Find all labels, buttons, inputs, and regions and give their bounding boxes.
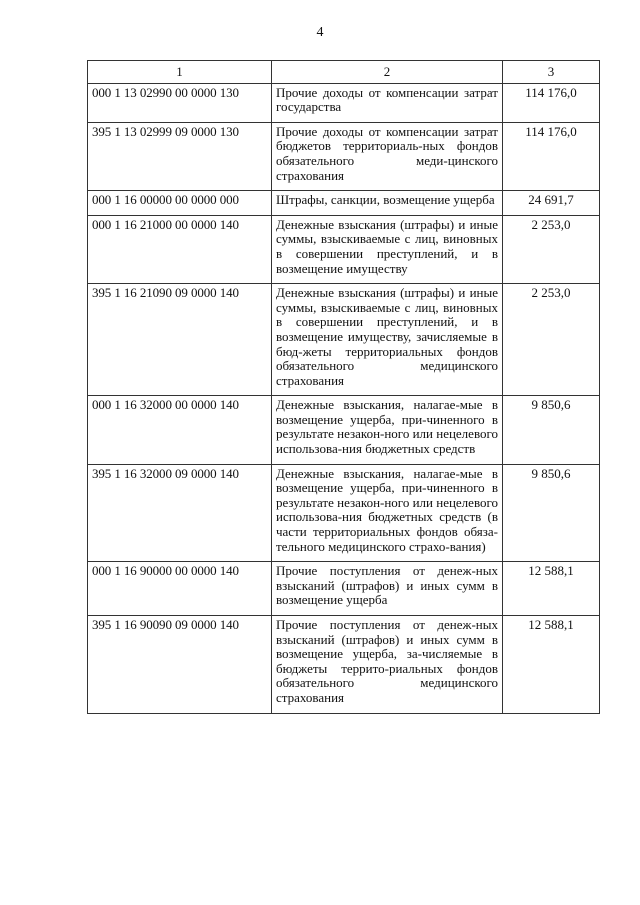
table-row [88,83,600,122]
amount-cell: 9 850,6 [503,396,600,464]
budget-code-cell: 395 1 13 02999 09 0000 130 [88,122,272,190]
budget-code-cell: 395 1 16 90090 09 0000 140 [88,616,272,714]
amount-cell: 114 176,0 [503,83,600,122]
description-cell: Денежные взыскания, налагае-мые в возмещение ущерба, при-чиненного в результате незакон-ного или нецелевого использова-ния бюджетных средств (в части территориальных фондов обяза-тельного медицинского страхо-вания) [272,464,503,562]
budget-code-cell: 000 1 16 90000 00 0000 140 [88,562,272,616]
description-cell: Прочие доходы от компенсации затрат бюджетов территориаль-ных фондов обязательного меди-цинского страхования [272,122,503,190]
description-cell: Прочие доходы от компенсации затрат государства [272,83,503,122]
column-header-amount: 3 [503,61,600,84]
budget-revenue-table [87,60,600,714]
amount-cell: 2 253,0 [503,284,600,396]
description-cell: Денежные взыскания, налагае-мые в возмещение ущерба, при-чиненного в результате незакон-ного или нецелевого использова-ния бюджетных средств [272,396,503,464]
column-header-description: 2 [272,61,503,84]
budget-code-cell: 000 1 13 02990 00 0000 130 [88,83,272,122]
amount-cell: 9 850,6 [503,464,600,562]
budget-code-cell: 000 1 16 00000 00 0000 000 [88,191,272,216]
table-row [88,396,600,464]
table-row [88,215,600,283]
description-cell: Штрафы, санкции, возмещение ущерба [272,191,503,216]
table-row [88,562,600,616]
budget-code-cell: 395 1 16 21090 09 0000 140 [88,284,272,396]
table-row [88,122,600,190]
table-row [88,191,600,216]
description-cell: Прочие поступления от денеж-ных взысканий (штрафов) и иных сумм в возмещение ущерба [272,562,503,616]
description-cell: Денежные взыскания (штрафы) и иные суммы, взыскиваемые с лиц, виновных в совершении преступлений, и в возмещение имуществу [272,215,503,283]
description-cell: Прочие поступления от денеж-ных взысканий (штрафов) и иных сумм в возмещение ущерба, за-числяемые в бюджеты террито-риальных фондов обязательного медицинского страхования [272,616,503,714]
amount-cell: 12 588,1 [503,562,600,616]
table-row [88,284,600,396]
page-number: 4 [316,25,324,40]
amount-cell: 24 691,7 [503,191,600,216]
table-row [88,464,600,562]
table-header-row [88,61,600,84]
description-cell: Денежные взыскания (штрафы) и иные суммы, взыскиваемые с лиц, виновных в совершении преступлений, и в возмещение имуществу, зачисляемые в бюд-жеты территориальных фондов обязательного медицинского страхования [272,284,503,396]
amount-cell: 12 588,1 [503,616,600,714]
column-header-code: 1 [88,61,272,84]
amount-cell: 2 253,0 [503,215,600,283]
amount-cell: 114 176,0 [503,122,600,190]
budget-code-cell: 000 1 16 21000 00 0000 140 [88,215,272,283]
budget-code-cell: 000 1 16 32000 00 0000 140 [88,396,272,464]
budget-code-cell: 395 1 16 32000 09 0000 140 [88,464,272,562]
table-row [88,616,600,714]
